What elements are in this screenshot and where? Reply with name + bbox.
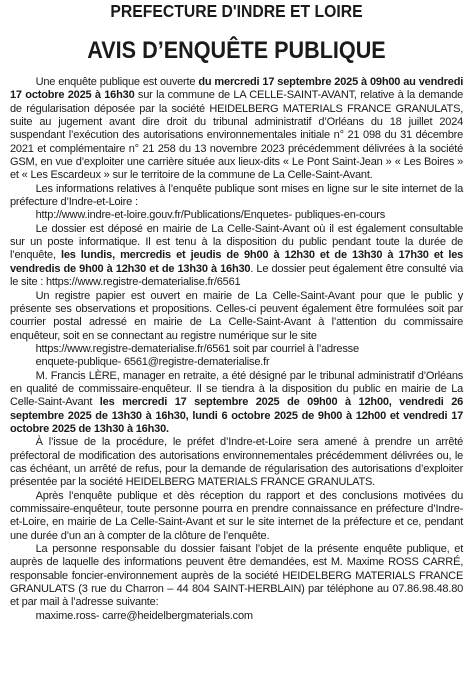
paragraph-dossier: Le dossier est déposé en mairie de La Celle-Saint-Avant où il est également consultable sur un poste informatique. Il est tenu à la disposition du public pendant toute la durée de l’enquête, les lundis, mercredis et jeudis de 9h00 à 12h30 et de 13h30 à 17h30 et les vendredis de 9h00 à 12h30 et de 13h30 à 16h30. Le dossier peut également être consulté via le site : https://www.registre-dematerialise.fr/6561: [10, 222, 464, 289]
paragraph-commissioner: M. Francis LÈRE, manager en retraite, a été désigné par le tribunal administratif d’Orléans en qualité de commissaire-enquêteur. Il se tiendra à la disposition du public en mairie de La Celle-Saint-Avant les mercredi 17 septembre 2025 de 09h00 à 12h00, vendredi 26 septembre 2025 de 13h30 à 16h30, lundi 6 octobre 2025 de 9h00 à 12h00 et vendredi 17 octobre 2025 de 13h30 à 16h30.: [10, 369, 464, 435]
paragraph-online-info: Les informations relatives à l’enquête publique sont mises en ligne sur le site internet de la préfecture d’Indre-et-Loire :: [10, 182, 464, 209]
commissioner-dates: les mercredi 17 septembre 2025 de 09h00 à 12h00, vendredi 26 septembre 2025 de 13h30 à 16h30, lundi 6 octobre 2025 de 9h00 à 12h00 et vendredi 17 octobre 2025 de 13h30 à 16h30.: [10, 396, 464, 435]
contact-email: maxime.ross- carre@heidelbergmaterials.com: [35, 609, 253, 622]
prefecture-heading: PREFECTURE D'INDRE ET LOIRE: [110, 1, 363, 21]
prefecture-url: http://www.indre-et-loire.gouv.fr/Publications/Enquetes- publiques-en-cours: [35, 209, 386, 222]
paragraph-contact: La personne responsable du dossier faisant l’objet de la présente enquête publique, et auprès de laquelle des informations peuvent être demandées, est M. Maxime ROSS CARRÉ, responsable foncier-environnement auprès de la société HEIDELBERG MATERIALS FRANCE GRANULATS (3 rue du Charron – 44 804 SAINT-HERBLAIN) par téléphone au 07.86.98.48.80 et par mail à l’adresse suivante:: [10, 543, 464, 609]
paragraph-outcome: À l’issue de la procédure, le préfet d’Indre-et-Loire sera amené à prendre un arrêté préfectoral de modification des autorisations environnementales précédemment délivrées ou, le cas échéant, un arrêté de refus, pour la demande de régularisation des autorisations d’exploiter présentée par la société HEIDELBERG MATERIALS FRANCE GRANULATS.: [10, 436, 464, 489]
notice-body: [10, 76, 463, 623]
paragraph-register: Un registre papier est ouvert en mairie de La Celle-Saint-Avant pour que le public y présente ses observations et propositions. Celles-ci peuvent également être formulées soit par courrier postal adressé en mairie de La Celle-Saint-Avant à l’attention du commissaire enquêteur, soit en se connectant au registre numérique sur le site: [10, 289, 464, 342]
consultation-hours: les lundis, mercredis et jeudis de 9h00 à 12h30 et de 13h30 à 17h30 et les vendredis de 9h00 à 12h30 et de 13h30 à 16h30: [10, 249, 464, 275]
paragraph-opening: Une enquête publique est ouverte du mercredi 17 septembre 2025 à 09h00 au vendredi 17 octobre 2025 à 16h30 sur la commune de LA CELLE-SAINT-AVANT, relative à la demande de régularisation déposée par la société HEIDELBERG MATERIALS FRANCE GRANULATS, suite au jugement avant dire droit du tribunal administratif d’Orléans du 18 juillet 2024 suspendant l’exécution des autorisations environnementales initiale n° 21 098 du 31 décembre 2021 et complémentaire n° 21 258 du 13 novembre 2023 précédemment délivrées à la société GSM, en vue d’exploiter une carrière située aux lieux-dits « Le Pont Saint-Jean » « Les Boires » et « Les Escardeux » sur le territoire de la commune de La Celle-Saint-Avant.: [10, 76, 464, 182]
enquiry-dates: du mercredi 17 septembre 2025 à 09h00 au vendredi 17 octobre 2025 à 16h30: [10, 76, 464, 102]
register-email: enquete-publique- 6561@registre-dematerialise.fr: [35, 356, 270, 369]
register-url: https://www.registre-dematerialise.fr/6561 soit par courriel à l’adresse: [35, 342, 359, 355]
paragraph-report: Après l’enquête publique et dès réception du rapport et des conclusions motivées du commissaire-enquêteur, toute personne pourra en prendre connaissance en préfecture d’Indre-et-Loire, en mairie de La Celle-Saint-Avant et sur le site internet de la préfecture et ce, pendant une durée d’un an à compter de la clôture de l’enquête.: [10, 489, 464, 542]
notice-title: AVIS D’ENQUÊTE PUBLIQUE: [87, 37, 386, 64]
